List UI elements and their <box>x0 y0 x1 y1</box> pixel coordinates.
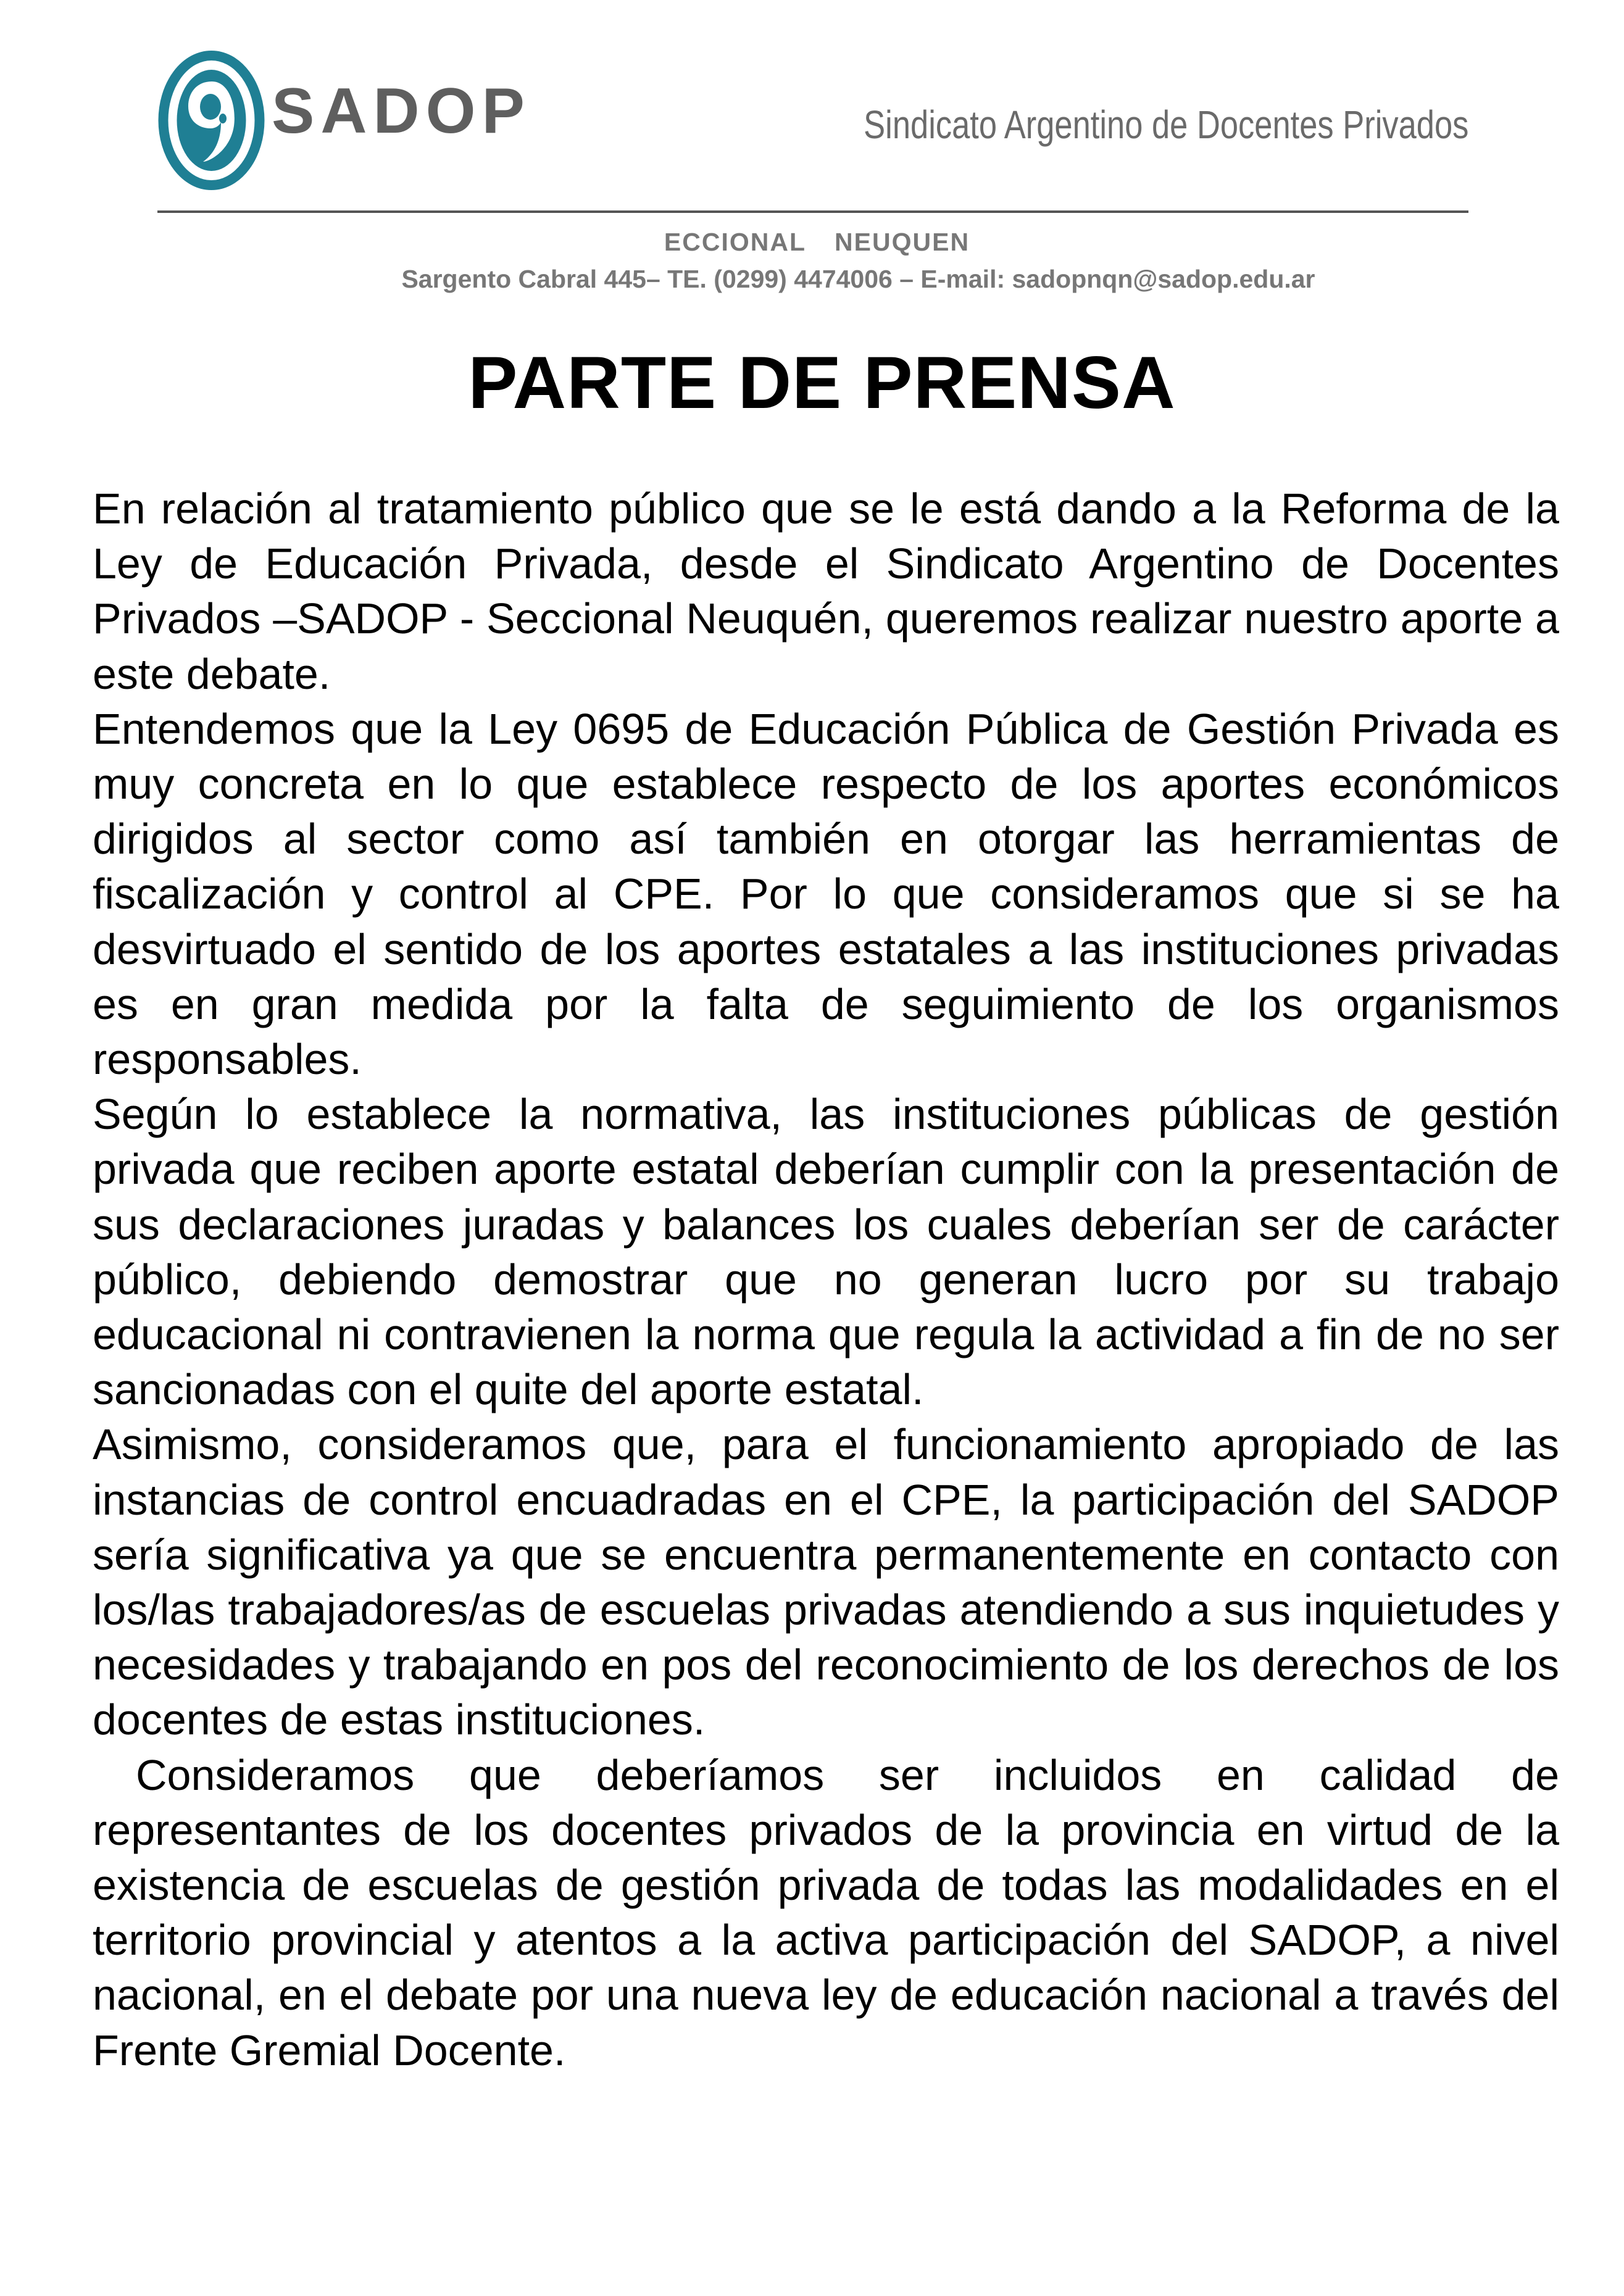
body-paragraph: Asimismo, consideramos que, para el funcionamiento apropiado de las instancias de control encuadradas en el CPE, la participación del SADOP sería significativa ya que se encuentra permanentemente en contacto con los/las trabajadores/as de escuelas privadas atendiendo a sus inquietudes y necesidades y trabajando en pos del reconocimiento de los derechos de los docentes de estas instituciones. <box>93 1420 1559 1744</box>
body-paragraph: Entendemos que la Ley 0695 de Educación Pública de Gestión Privada es muy concreta en lo que establece respecto de los aportes económicos dirigidos al sector como así también en otorgar las herramientas de fiscalización y control al CPE. Por lo que consideramos que si se ha desvirtuado el sentido de los aportes estatales a las instituciones privadas es en gran medida por la falta de seguimiento de los organismos responsables. <box>93 704 1559 1084</box>
body-paragraph: Consideramos que deberíamos ser incluidos en calidad de representantes de los docentes privados de la provincia en virtud de la existencia de escuelas de gestión privada de todas las modalidades en el territorio provincial y atentos a la activa participación del SADOP, a nivel nacional, en el debate por una nueva ley de educación nacional a través del Frente Gremial Docente. <box>93 1750 1559 2074</box>
header-divider <box>157 210 1468 213</box>
press-release-body <box>93 481 1559 2078</box>
contact-info: Sargento Cabral 445– TE. (0299) 4474006 – E-mail: sadopnqn@sadop.edu.ar <box>401 265 1315 293</box>
body-paragraph: Según lo establece la normativa, las instituciones públicas de gestión privada que reciben aporte estatal deberían cumplir con la presentación de sus declaraciones juradas y balances los cuales deberían ser de carácter público, debiendo demostrar que no generan lucro por su trabajo educacional ni contravienen la norma que regula la actividad a fin de no ser sancionadas con el quite del aporte estatal. <box>93 1090 1559 1414</box>
body-paragraph: En relación al tratamiento público que se le está dando a la Reforma de la Ley de Educación Privada, desde el Sindicato Argentino de Docentes Privados –SADOP - Seccional Neuquén, queremos realizar nuestro aporte a este debate. <box>93 485 1559 698</box>
organization-full-name: Sindicato Argentino de Docentes Privados <box>863 102 1468 147</box>
seccional-label: ECCIONAL NEUQUEN <box>664 228 970 256</box>
page-title: PARTE DE PRENSA <box>468 341 1176 424</box>
sadop-logo-icon <box>157 49 265 191</box>
brand-name: SADOP <box>272 75 531 147</box>
